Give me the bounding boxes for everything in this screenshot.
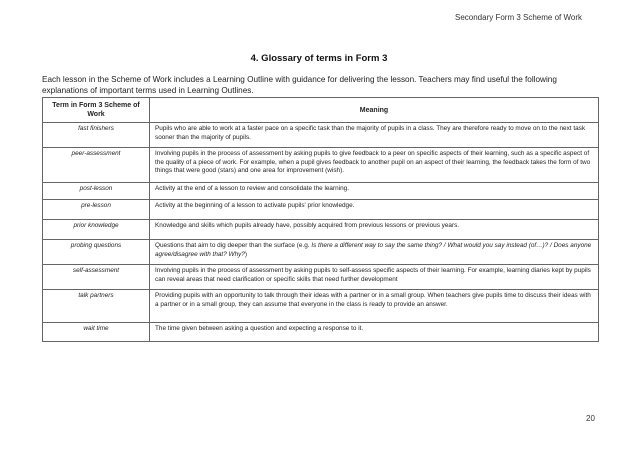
meaning-cell [150,200,599,220]
meaning-text: Involving pupils in the process of assessment by asking pupils to give feedback to a peer on specific aspects of their learning, such as a specific aspect of the quality of a piece of work. For example, when a pupil gives feedback to another pupil on an aspect of their learning, the feedback takes the form of two things that were good (stars) and one area for improvement (wish). [155,150,591,175]
table-row [43,265,599,290]
meaning-text: Providing pupils with an opportunity to talk through their ideas with a partner or in a small group. When teachers give pupils time to discuss their ideas with a partner or in a small group, they can assume that everyone in the class is ready to provide an answer. [155,292,591,308]
term-cell: fast finishers [43,123,150,148]
glossary-rows [43,123,599,342]
table-row [43,240,599,265]
meaning-text-italic: Is there a different way to say the same thing? / What would you say instead (of…)? / Does anyone agree/disagree with that? Why? [155,242,592,258]
meaning-text: Questions that aim to dig deeper than the surface (e.g. [155,242,312,249]
meaning-cell [150,323,599,342]
meaning-cell [150,220,599,240]
meaning-cell [150,290,599,323]
table-row [43,148,599,183]
table-row [43,183,599,200]
meaning-text: Pupils who are able to work at a faster pace on a specific task than the majority of pupils in a class. They are therefore ready to move on to the next task sooner than the majority of pupils. [155,125,586,141]
meaning-text: Knowledge and skills which pupils already have, possibly acquired from previous lessons or previous years. [155,222,460,229]
meaning-cell [150,148,599,183]
table-row [43,220,599,240]
meaning-text: ) [244,250,248,258]
term-cell: talk partners [43,290,150,323]
term-cell: self-assessment [43,265,150,290]
term-cell: prior knowledge [43,220,150,240]
column-header-term: Term in Form 3 Scheme of Work [43,98,150,123]
term-cell: pre-lesson [43,200,150,220]
column-header-meaning: Meaning [150,98,599,123]
table-header-row [43,98,599,123]
term-cell: probing questions [43,240,150,265]
meaning-cell [150,123,599,148]
meaning-text: Involving pupils in the process of assessment by asking pupils to self-assess specific aspects of their learning. For example, learning diaries kept by pupils can reveal areas that need clarification or specific skills that need further development [155,267,591,283]
meaning-cell [150,265,599,290]
page-number: 20 [586,414,595,423]
section-heading: 4. Glossary of terms in Form 3 [250,53,388,64]
table-row [43,290,599,323]
meaning-text: Activity at the beginning of a lesson to activate pupils' prior knowledge. [155,202,355,209]
meaning-cell [150,240,599,265]
intro-paragraph: Each lesson in the Scheme of Work includes a Learning Outline with guidance for delivering the lesson. Teachers may find useful the following explanations of important terms used in Learning Outlines. [42,75,557,95]
term-cell: post-lesson [43,183,150,200]
table-row [43,200,599,220]
meaning-text: Activity at the end of a lesson to review and consolidate the learning. [155,185,349,192]
meaning-cell [150,183,599,200]
meaning-text: The time given between asking a question and expecting a response to it. [155,325,364,332]
running-header: Secondary Form 3 Scheme of Work [454,13,582,22]
glossary-table [42,97,599,342]
term-cell: wait time [43,323,150,342]
table-row [43,323,599,342]
table-row [43,123,599,148]
term-cell: peer-assessment [43,148,150,183]
